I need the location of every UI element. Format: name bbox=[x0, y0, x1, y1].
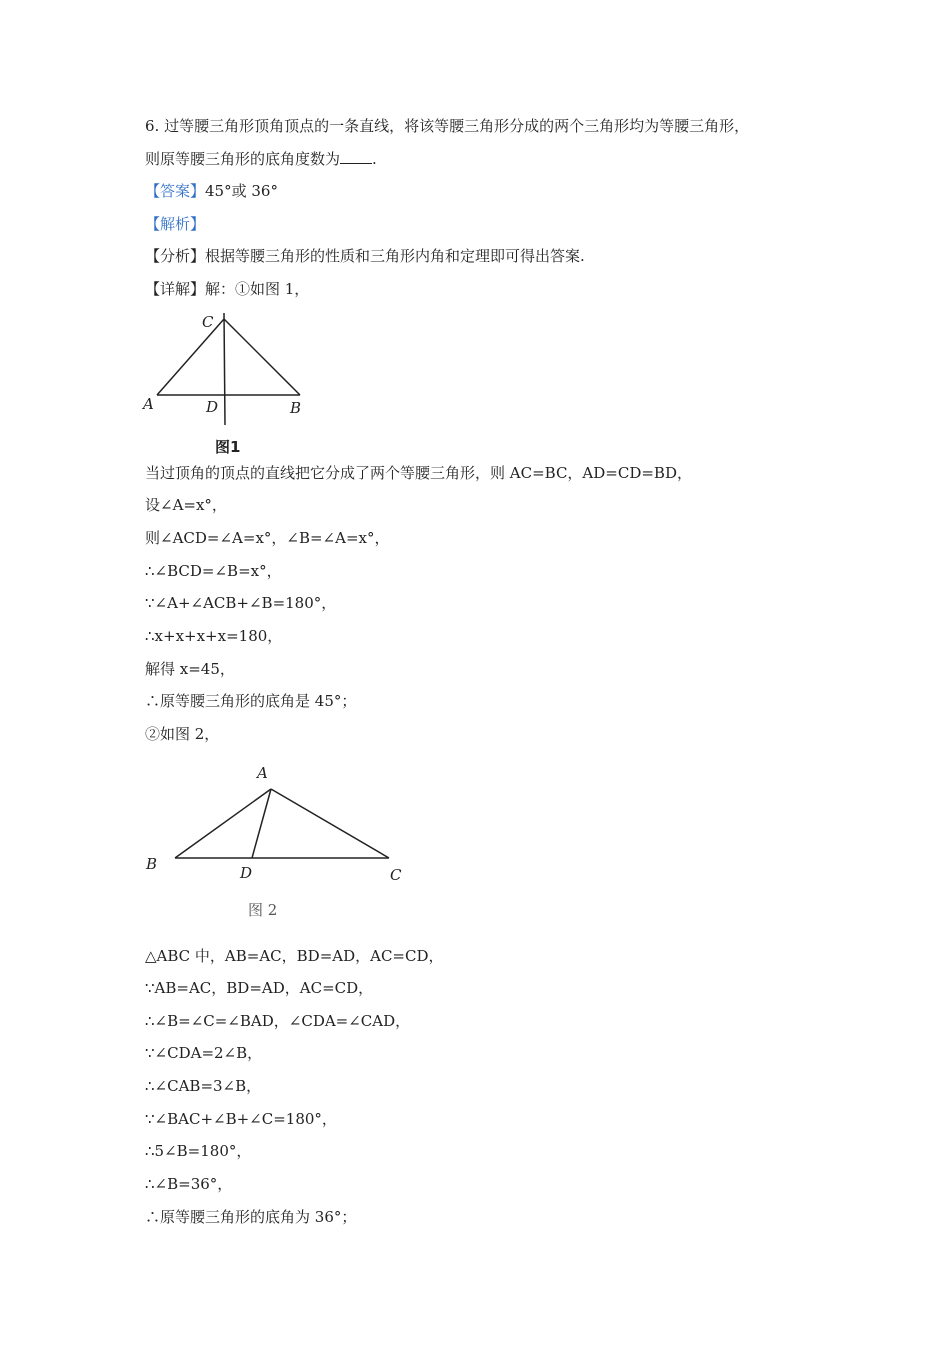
part2-line-9: ∴原等腰三角形的底角为 36°； bbox=[145, 1208, 357, 1226]
part2-line-6: ∵∠BAC+∠B+∠C=180°， bbox=[145, 1110, 337, 1128]
answer-line bbox=[145, 181, 278, 201]
segment-ac2 bbox=[271, 789, 389, 858]
answer-tag: 【答案】 bbox=[145, 182, 206, 200]
question-line-2 bbox=[145, 149, 377, 169]
part2-line-7: ∴5∠B=180°， bbox=[145, 1142, 252, 1160]
part2-line-2: ∵AB=AC，BD=AD，AC=CD， bbox=[145, 979, 374, 997]
part1-line-6: ∴x+x+x+x=180， bbox=[145, 627, 283, 645]
figure-2-caption: 图 2 bbox=[248, 901, 278, 919]
part1-line-8: ∴原等腰三角形的底角是 45°； bbox=[145, 692, 357, 710]
segment-cd bbox=[224, 313, 225, 425]
label-b: B bbox=[290, 399, 302, 417]
part2-line-4: ∵∠CDA=2∠B， bbox=[145, 1044, 263, 1062]
part1-line-1: 当过顶角的顶点的直线把它分成了两个等腰三角形，则 AC=BC，AD=CD=BD， bbox=[145, 464, 692, 482]
segment-ac bbox=[157, 319, 224, 395]
figure-1-caption: 图1 bbox=[215, 438, 241, 456]
part2-line-8: ∴∠B=36°， bbox=[145, 1175, 233, 1193]
analysis-tag: 【解析】 bbox=[145, 215, 206, 233]
figure-2 bbox=[140, 760, 420, 930]
part2-line-1: △ABC 中，AB=AC，BD=AD，AC=CD， bbox=[145, 947, 444, 965]
question-line-2-end: . bbox=[372, 150, 377, 168]
question-line-2-text: 则原等腰三角形的底角度数为 bbox=[145, 150, 341, 168]
fenxi-line: 【分析】根据等腰三角形的性质和三角形内角和定理即可得出答案. bbox=[145, 247, 585, 265]
part1-line-5: ∵∠A+∠ACB+∠B=180°， bbox=[145, 594, 337, 612]
part1-line-9: ②如图 2， bbox=[145, 725, 220, 743]
label-c: C bbox=[202, 313, 214, 331]
label-c2: C bbox=[390, 866, 402, 884]
segment-cb bbox=[224, 319, 300, 395]
label-a2: A bbox=[257, 764, 268, 782]
part1-line-4: ∴∠BCD=∠B=x°， bbox=[145, 562, 282, 580]
label-d2: D bbox=[240, 864, 253, 882]
part2-line-5: ∴∠CAB=3∠B， bbox=[145, 1077, 262, 1095]
segment-ba bbox=[175, 789, 271, 858]
segment-ad bbox=[252, 789, 271, 858]
part2-line-3: ∴∠B=∠C=∠BAD，∠CDA=∠CAD， bbox=[145, 1012, 411, 1030]
part1-line-3: 则∠ACD=∠A=x°，∠B=∠A=x°， bbox=[145, 529, 390, 547]
label-a: A bbox=[143, 395, 154, 413]
label-d: D bbox=[206, 398, 219, 416]
figure-1 bbox=[140, 305, 340, 465]
answer-blank bbox=[340, 149, 372, 164]
part1-line-2: 设∠A=x°， bbox=[145, 496, 227, 514]
part1-line-7: 解得 x=45， bbox=[145, 660, 235, 678]
answer-text: 45°或 36° bbox=[205, 182, 278, 200]
question-line-1: 6. 过等腰三角形顶角顶点的一条直线，将该等腰三角形分成的两个三角形均为等腰三角形， bbox=[145, 117, 750, 135]
detail-line: 【详解】解：①如图 1， bbox=[145, 280, 310, 298]
label-b2: B bbox=[146, 855, 158, 873]
